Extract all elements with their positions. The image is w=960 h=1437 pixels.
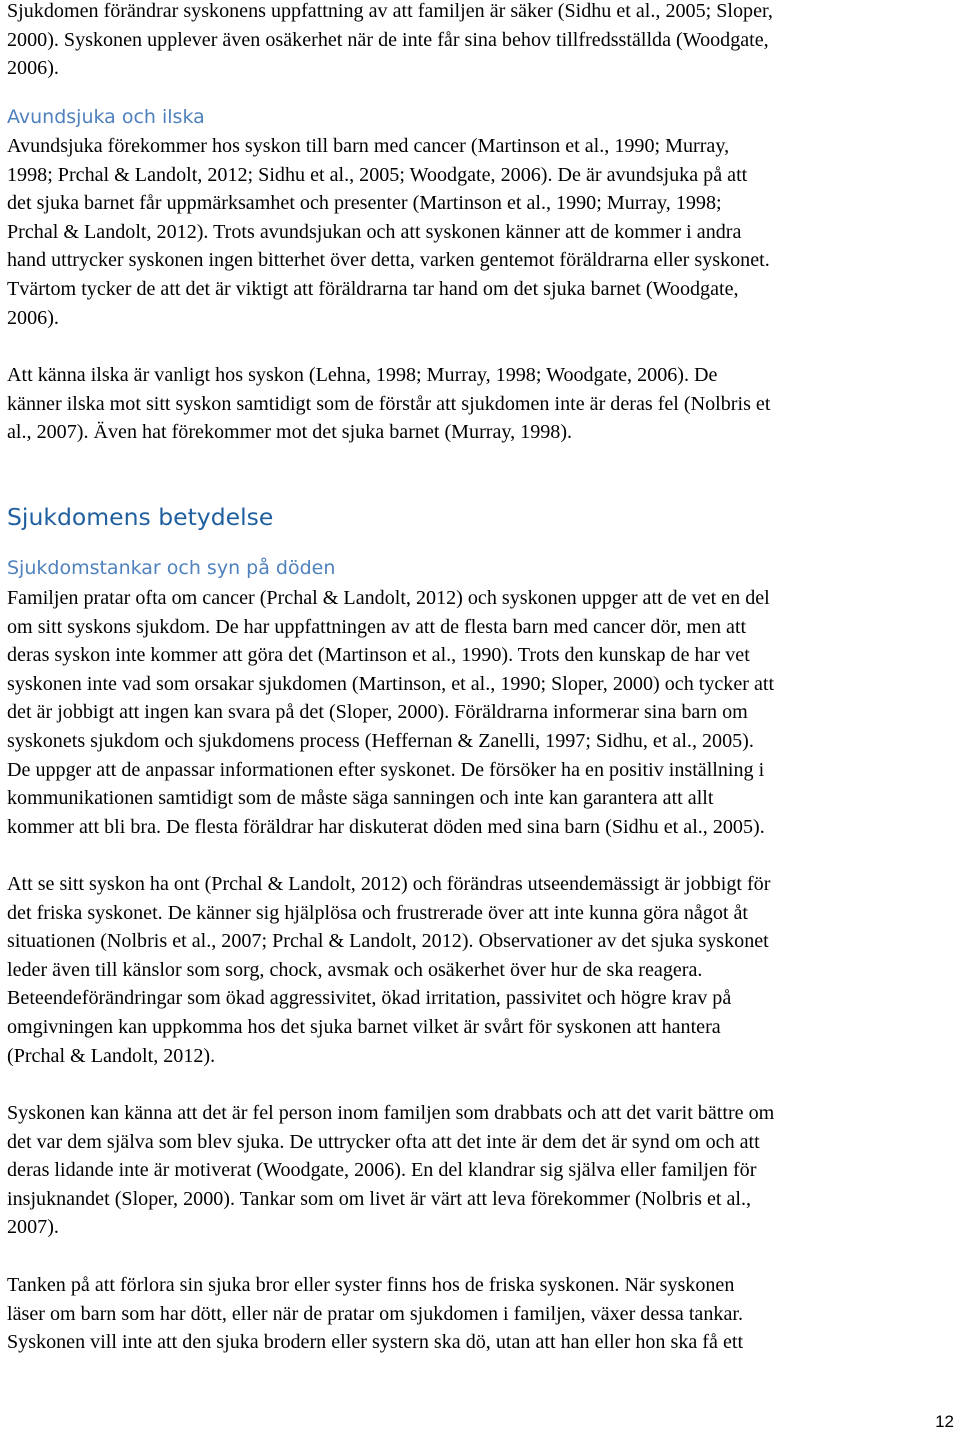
- heading-illness-significance: Sjukdomens betydelse: [7, 503, 274, 531]
- paragraph-security-intro: [7, 0, 773, 83]
- text-line: det friska syskonet. De känner sig hjälplösa och frustrerade över att inte kunna göra något åt: [7, 901, 748, 924]
- text-line: om sitt syskons sjukdom. De har uppfattningen av att de flesta barn med cancer dör, men att: [7, 615, 747, 638]
- text-line: situationen (Nolbris et al., 2007; Prchal & Landolt, 2012). Observationer av det sjuka syskonet: [7, 930, 769, 953]
- page-number: 12: [935, 1412, 954, 1431]
- text-line: Prchal & Landolt, 2012). Trots avundsjukan och att syskonen känner att de kommer i andra: [7, 220, 742, 243]
- text-line: 1998; Prchal & Landolt, 2012; Sidhu et al., 2005; Woodgate, 2006). De är avundsjuka på att: [7, 163, 748, 186]
- text-line: Sjukdomen förändrar syskonens uppfattning av att familjen är säker (Sidhu et al., 2005; Sloper,: [7, 0, 773, 22]
- text-line: Syskonen kan känna att det är fel person inom familjen som drabbats och att det varit bättre om: [7, 1102, 775, 1124]
- text-line: 2007).: [7, 1216, 59, 1239]
- paragraph-seeing-pain: [7, 870, 770, 1070]
- text-line: Avundsjuka förekommer hos syskon till barn med cancer (Martinson et al., 1990; Murray,: [7, 135, 730, 157]
- text-line: Beteendeförändringar som ökad aggressivitet, ökad irritation, passivitet och högre krav på: [7, 987, 732, 1010]
- text-line: hand uttrycker syskonen ingen bitterhet över detta, varken gentemot föräldrarna eller syskonet.: [7, 249, 770, 272]
- text-line: Familjen pratar ofta om cancer (Prchal & Landolt, 2012) och syskonen uppger att de vet en del: [7, 587, 770, 609]
- text-line: syskonen inte vad som orsakar sjukdomen (Martinson, et al., 1990; Sloper, 2000) och tycker att: [7, 672, 775, 695]
- text-line: al., 2007). Även hat förekommer mot det sjuka barnet (Murray, 1998).: [7, 421, 573, 444]
- text-line: (Prchal & Landolt, 2012).: [7, 1044, 216, 1067]
- text-line: Att se sitt syskon ha ont (Prchal & Landolt, 2012) och förändras utseendemässigt är jobbigt för: [7, 873, 771, 895]
- text-line: känner ilska mot sitt syskon samtidigt som de förstår att sjukdomen inte är deras fel (Nolbris et: [7, 392, 771, 415]
- text-line: syskonets sjukdom och sjukdomens process (Heffernan & Zanelli, 1997; Sidhu, et al., 2005).: [7, 729, 754, 752]
- text-line: deras syskon inte kommer att göra det (Martinson et al., 1990). Trots den kunskap de har vet: [7, 644, 750, 667]
- text-line: leder även till känslor som sorg, chock, avsmak och osäkerhet över hur de ska reagera.: [7, 958, 703, 981]
- paragraph-anger: [7, 361, 770, 447]
- text-line: 2006).: [7, 57, 59, 80]
- text-line: Syskonen vill inte att den sjuka brodern eller systern ska dö, utan att han eller hon ska få ett: [7, 1331, 744, 1354]
- subheading-illness-thoughts: Sjukdomstankar och syn på döden: [7, 557, 336, 579]
- text-line: Att känna ilska är vanligt hos syskon (Lehna, 1998; Murray, 1998; Woodgate, 2006). De: [7, 364, 718, 386]
- text-line: De uppger att de anpassar informationen efter syskonet. De försöker ha en positiv inställning i: [7, 758, 765, 781]
- text-line: deras lidande inte är motiverat (Woodgate, 2006). En del klandrar sig själva eller familjen för: [7, 1159, 757, 1182]
- paragraph-losing-sibling: [7, 1271, 743, 1357]
- text-line: Tanken på att förlora sin sjuka bror eller syster finns hos de friska syskonen. När syskonen: [7, 1274, 735, 1296]
- text-line: Tvärtom tycker de att det är viktigt att föräldrarna tar hand om det sjuka barnet (Woodgate,: [7, 277, 739, 300]
- text-line: läser om barn som har dött, eller när de pratar om sjukdomen i familjen, växer dessa tankar.: [7, 1302, 743, 1325]
- text-line: det är jobbigt att ingen kan svara på det (Sloper, 2000). Föräldrarna informerar sina barn om: [7, 701, 748, 724]
- text-line: insjuknandet (Sloper, 2000). Tankar som om livet är värt att leva förekommer (Nolbris et al.,: [7, 1187, 752, 1210]
- paragraph-family-talks: [7, 584, 774, 841]
- text-line: omgivningen kan uppkomma hos det sjuka barnet vilket är svårt för syskonen att hantera: [7, 1015, 721, 1038]
- text-line: kommunikationen samtidigt som de måste säga sanningen och inte kan garantera att allt: [7, 787, 714, 810]
- text-line: kommer att bli bra. De flesta föräldrar har diskuterat döden med sina barn (Sidhu et al., 2005).: [7, 815, 765, 838]
- text-line: 2000). Syskonen upplever även osäkerhet när de inte får sina behov tillfredsställda (Woodgate,: [7, 28, 769, 51]
- subheading-envy-anger: Avundsjuka och ilska: [7, 106, 205, 128]
- paragraph-envy: [7, 132, 770, 332]
- text-line: 2006).: [7, 306, 59, 329]
- text-line: det var dem själva som blev sjuka. De uttrycker ofta att det inte är dem det är synd om och att: [7, 1130, 760, 1153]
- paragraph-wrong-person: [7, 1099, 774, 1242]
- text-line: det sjuka barnet får uppmärksamhet och presenter (Martinson et al., 1990; Murray, 1998;: [7, 192, 722, 215]
